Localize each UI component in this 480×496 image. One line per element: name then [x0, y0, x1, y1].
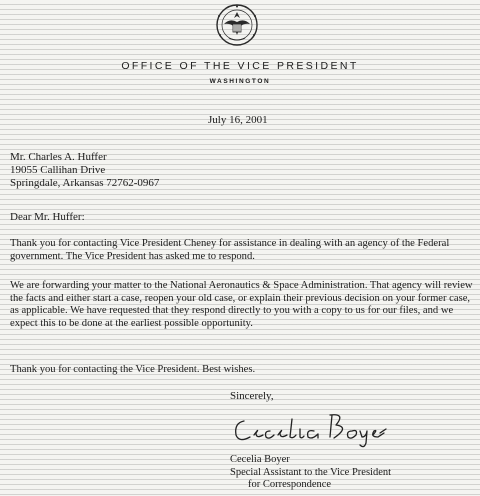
signature-block [230, 454, 391, 492]
closing: Sincerely, [230, 390, 274, 402]
recipient-name: Mr. Charles A. Huffer [10, 151, 107, 163]
body-paragraph: We are forwarding your matter to the National Aeronautics & Space Administration. That agency will review the facts and either start a case, reopen your old case, or explain their previous decision on your former case, as applicable. We have requested that they respond directly to you with a copy to us for our files, and we expect this to be done at the earliest possible opportunity. [10, 280, 473, 329]
signer-title-line2: for Correspondence [248, 479, 332, 490]
recipient-address [10, 151, 159, 190]
salutation: Dear Mr. Huffer: [10, 211, 85, 223]
letterhead-city: WASHINGTON [209, 78, 271, 85]
vice-president-seal-icon [212, 2, 262, 48]
handwritten-signature [230, 405, 390, 449]
letter-date: July 16, 2001 [208, 114, 268, 126]
body-paragraph: Thank you for contacting the Vice President. Best wishes. [10, 364, 256, 375]
recipient-city-state-zip: Springdale, Arkansas 72762-0967 [10, 177, 160, 189]
signer-name: Cecelia Boyer [230, 454, 290, 465]
letterhead-office: OFFICE OF THE VICE PRESIDENT [121, 60, 359, 72]
signer-title: Special Assistant to the Vice President [230, 466, 392, 478]
body-paragraph: Thank you for contacting Vice President Cheney for assistance in dealing with an agency of the Federal government. The Vice President has asked me to respond. [10, 238, 450, 262]
recipient-street: 19055 Callihan Drive [10, 164, 106, 176]
